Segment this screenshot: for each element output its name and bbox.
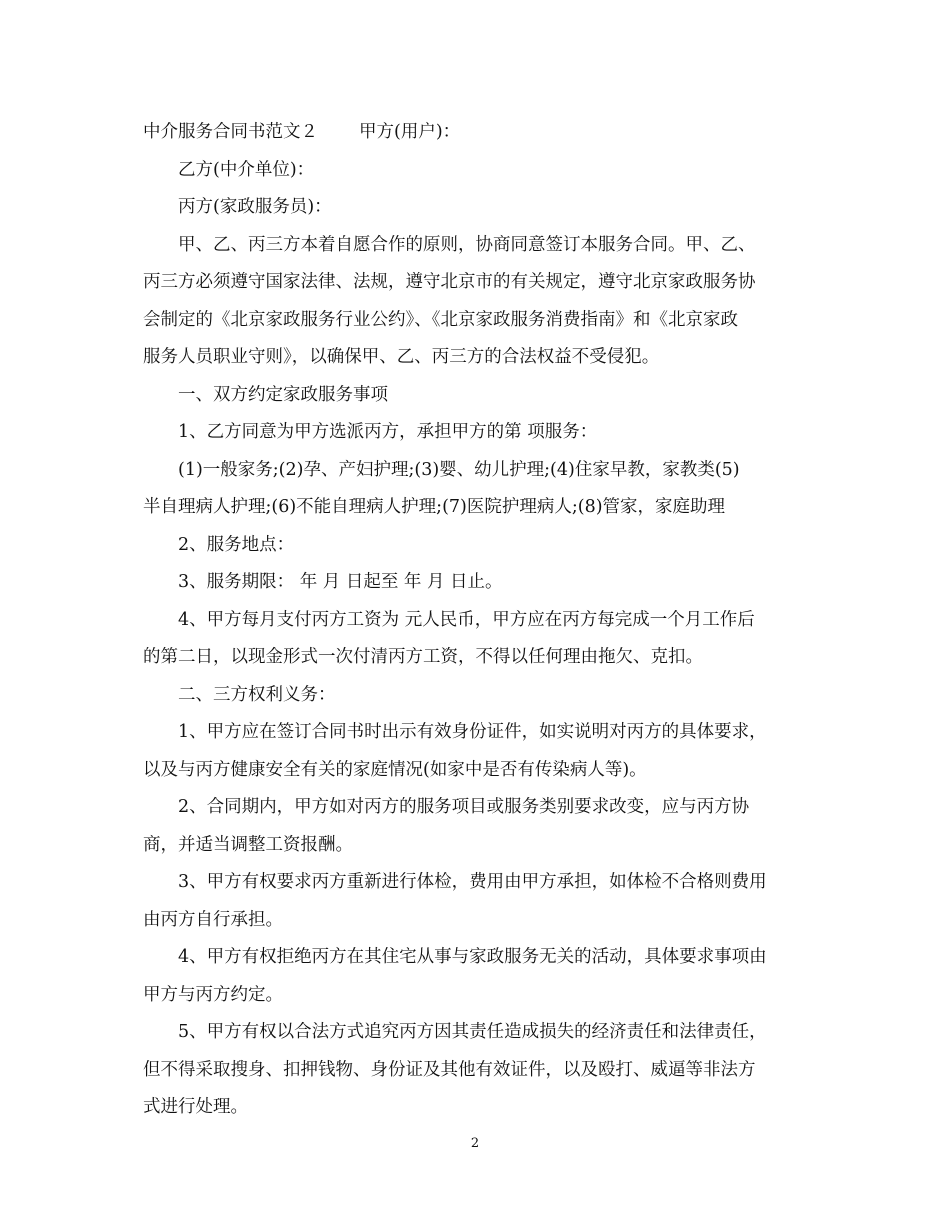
document-body (143, 114, 807, 1127)
party-a-label: 甲方(用户)： (359, 122, 461, 142)
clause-2-4-line-2: 甲方与丙方约定。 (143, 984, 283, 1005)
clause-2-3-line-2: 由丙方自行承担。 (143, 909, 283, 930)
title-row (143, 114, 807, 152)
section-1-heading: 一、双方约定家政服务事项 (178, 384, 388, 405)
clause-2-5-line-3: 式进行处理。 (143, 1097, 248, 1117)
clause-2-5-line-2: 但不得采取搜身、扣押钱物、身份证及其他有效证件，以及殴打、威逼等非法方 (143, 1059, 756, 1080)
clause-1-3: 3、服务期限： 年 月 日起至 年 月 日止。 (178, 572, 503, 592)
clause-1-1-options-line-1: (1)一般家务;(2)孕、产妇护理;(3)婴、幼儿护理;(4)住家早教，家教类(5) (178, 459, 740, 480)
clause-2-3-line-1: 3、甲方有权要求丙方重新进行体检，费用由甲方承担，如体检不合格则费用 (178, 872, 767, 892)
preamble-line-2: 丙三方必须遵守国家法律、法规，遵守北京市的有关规定，遵守北京家政服务协 (143, 272, 756, 292)
clause-2-5-line-1: 5、甲方有权以合法方式追究丙方因其责任造成损失的经济责任和法律责任， (178, 1022, 767, 1042)
clause-1-1-options-line-2: 半自理病人护理;(6)不能自理病人护理;(7)医院护理病人;(8)管家，家庭助理 (143, 497, 726, 517)
document-title: 中介服务合同书范文２ (143, 122, 318, 142)
clause-2-2-line-1: 2、合同期内，甲方如对丙方的服务项目或服务类别要求改变，应与丙方协 (178, 797, 750, 817)
preamble-line-1: 甲、乙、丙三方本着自愿合作的原则，协商同意签订本服务合同。甲、乙、 (178, 234, 756, 255)
clause-1-4-line-2: 的第二日，以现金形式一次付清丙方工资，不得以任何理由拖欠、克扣。 (143, 647, 703, 667)
page-number: 2 (470, 1136, 480, 1151)
clause-2-2-line-2: 商，并适当调整工资报酬。 (143, 834, 353, 855)
section-2-heading: 二、三方权利义务： (178, 684, 336, 705)
clause-2-4-line-1: 4、甲方有权拒绝丙方在其住宅从事与家政服务无关的活动，具体要求事项由 (178, 947, 767, 967)
clause-1-4-line-1: 4、甲方每月支付丙方工资为 元人民币，甲方应在丙方每完成一个月工作后 (178, 609, 755, 630)
party-b-label: 乙方(中介单位)： (178, 159, 315, 180)
preamble-line-3: 会制定的《北京家政服务行业公约》、《北京家政服务消费指南》和《北京家政 (143, 309, 738, 330)
clause-2-1-line-2: 以及与丙方健康安全有关的家庭情况(如家中是否有传染病人等)。 (143, 759, 647, 780)
clause-2-1-line-1: 1、甲方应在签订合同书时出示有效身份证件，如实说明对丙方的具体要求， (178, 722, 767, 742)
clause-1-1: 1、乙方同意为甲方选派丙方，承担甲方的第 项服务： (178, 422, 598, 442)
clause-1-2: 2、服务地点： (178, 534, 295, 555)
party-c-label: 丙方(家政服务员)： (178, 197, 332, 217)
preamble-line-4: 服务人员职业守则》，以确保甲、乙、丙三方的合法权益不受侵犯。 (143, 347, 660, 367)
